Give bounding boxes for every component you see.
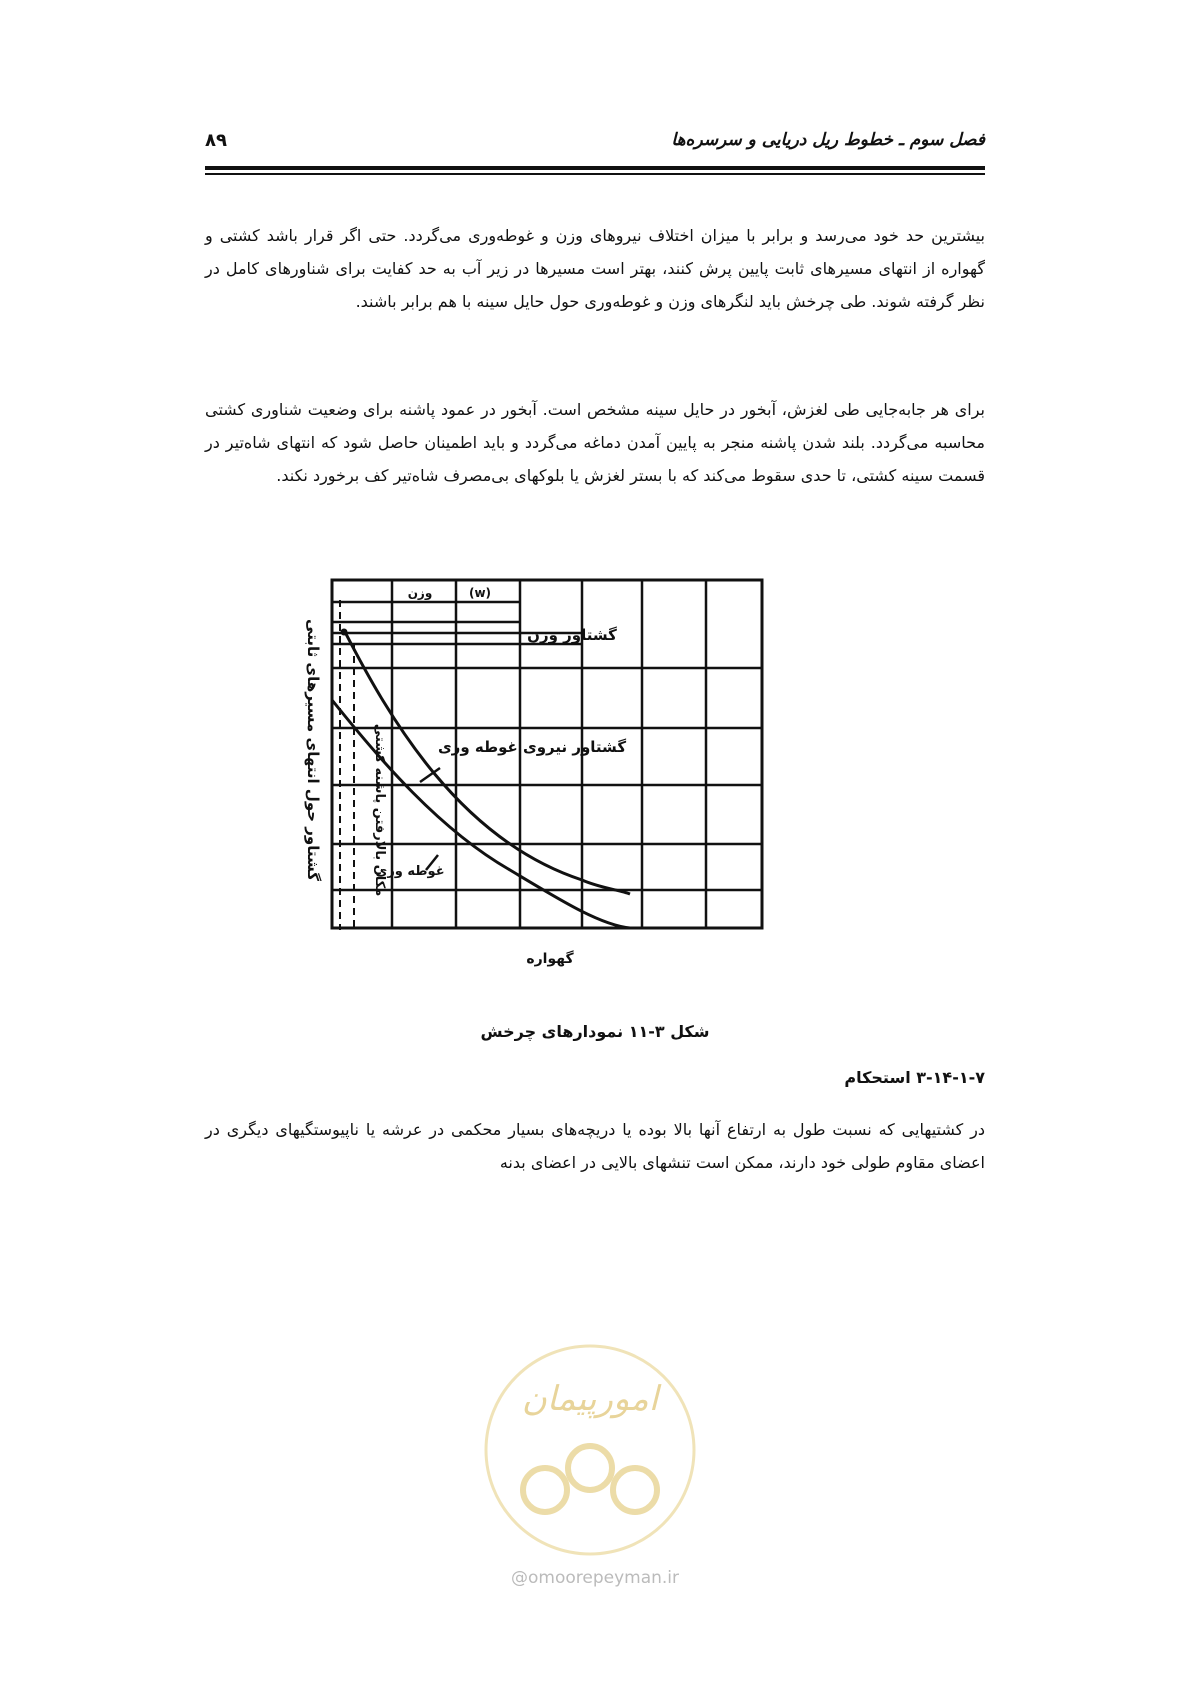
paragraph: بیشترین حد خود می‌رسد و برابر با میزان اختلاف نیروهای وزن و غوطه‌وری می‌گردد. حتی اگر قرار باشد کشتی و گهواره از انتهای مسیرهای ثابت پایین پرش کنند، بهتر است مسیرها در زیر آب به حد کفایت برای شناورهای کامل در نظر گرفته شوند. طی چرخش باید لنگرهای وزن و غوطه‌وری حول حایل سینه با هم برابر باشند. xyxy=(205,226,985,311)
watermark-url: @omoorepeyman.ir xyxy=(510,1568,680,1588)
section-heading: ۳-۱۴-۱-۷ استحکام xyxy=(844,1068,985,1087)
page-header xyxy=(205,130,985,158)
label-w: (w) xyxy=(468,586,492,600)
y-axis-label: گشتاور حول انتهای مسیرهای ثابتی xyxy=(304,619,322,881)
x-axis-label: گهواره xyxy=(526,951,574,967)
header-rule-thin xyxy=(205,173,985,175)
label-weight-moment: گشتاور وزن xyxy=(527,626,617,644)
chapter-title: فصل سوم ـ خطوط ریل دریایی و سرسره‌ها xyxy=(671,130,985,150)
label-stern-lift: مکان بالارفتن پاشنه کشتی xyxy=(372,723,387,897)
label-buoyancy-moment: گشتاور نیروی غوطه وری xyxy=(437,738,627,756)
label-weight: وزن xyxy=(407,586,433,600)
launching-diagram xyxy=(300,570,840,990)
page-number: ۸۹ xyxy=(205,130,227,151)
header-rule-thick xyxy=(205,166,985,170)
watermark-logo xyxy=(480,1340,700,1560)
logo-text: امورپیمان xyxy=(521,1379,659,1419)
paragraph: برای هر جابه‌جایی طی لغزش، آبخور در حایل سینه مشخص است. آبخور در عمود پاشنه برای وضعیت شناوری کشتی محاسبه می‌گردد. بلند شدن پاشنه منجر به پایین آمدن دماغه می‌گردد و باید اطمینان حاصل شود که انتهای شاه‌تیر در قسمت سینه کشتی، تا حدی سقوط می‌کند که با بستر لغزش یا بلوکهای بی‌مصرف شاه‌تیر کف برخورد نکند. xyxy=(205,400,985,485)
figure-caption: شکل ۳-۱۱ نمودارهای چرخش xyxy=(480,1022,710,1041)
paragraph: در کشتیهایی که نسبت طول به ارتفاع آنها بالا بوده یا دریچه‌های بسیار محکمی در عرشه یا ناپیوستگیهای دیگری در اعضای مقاوم طولی خود دارند، ممکن است تنشهای بالایی در اعضای بدنه xyxy=(205,1120,985,1172)
label-buoyancy: غوطه وری xyxy=(375,864,445,879)
